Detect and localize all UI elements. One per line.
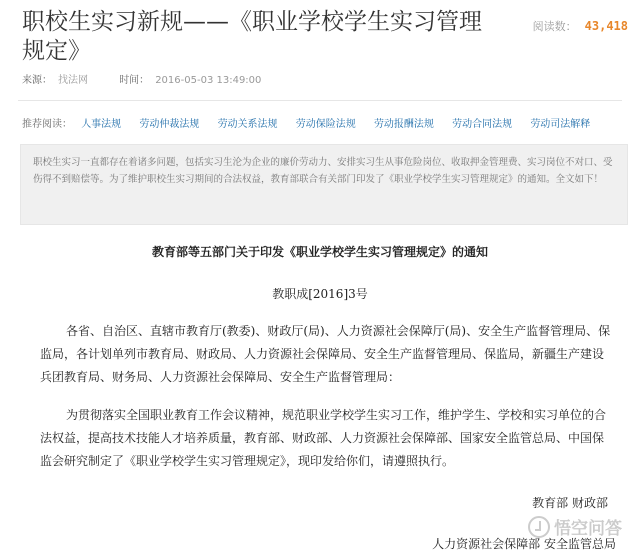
recommended-link-baoxian[interactable]: 劳动保险法规 xyxy=(295,119,356,130)
notice-headline: 教育部等五部门关于印发《职业学校学生实习管理规定》的通知 xyxy=(151,245,488,259)
recommended-link-hetong[interactable]: 劳动合同法规 xyxy=(452,119,513,130)
recommended-link-zhongcai[interactable]: 劳动仲裁法规 xyxy=(139,119,200,130)
view-count xyxy=(533,18,628,34)
body-paragraph: 为贯彻落实全国职业教育工作会议精神，规范职业学校学生实习工作，维护学生、学校和实习单位的合法权益，提高技术技能人才培养质量，教育部、财政部、人力资源社会保障部、国家安全监管总局、中国保监会研究制定了《职业学校学生实习管理规定》，现印发给你们，请遵照执行。 xyxy=(40,408,607,468)
source-value: 找法网 xyxy=(58,75,88,86)
watermark-text: 悟空问答 xyxy=(554,519,622,539)
view-count-label: 阅读数： xyxy=(532,20,577,33)
document-number: 教职成[2016]3号 xyxy=(272,287,368,301)
addressee-paragraph: 各省、自治区、直辖市教育厅(教委)、财政厅(局)、人力资源社会保障厅(局)、安全生产监督管理局、保监局，各计划单列市教育局、财政局、人力资源社会保障局、安全生产监督管理局、保监局，新疆生产建设兵团教育局、财务局、人力资源社会保障局、安全生产监督管理局： xyxy=(40,324,611,384)
signatory-line-1: 教育部 财政部 xyxy=(532,496,608,510)
source-label: 来源： xyxy=(22,75,52,86)
article-meta xyxy=(22,71,267,86)
time-label: 时间： xyxy=(119,75,150,86)
article-summary: 职校生实习一直都存在着诸多问题，包括实习生沦为企业的廉价劳动力、安排实习生从事危险岗位、收取押金管理费、实习岗位不对口、受伤得不到赔偿等。为了维护职校生实习期间的合法权益，教育部联合有关部门印发了《职业学校学生实习管理规定》的通知。全文如下！ xyxy=(20,144,628,225)
time-value: 2016-05-03 13:49:00 xyxy=(155,75,262,86)
article-title: 职校生实习新规——《职业学校学生实习管理规定》 xyxy=(22,9,482,64)
signatory-line-2: 人力资源社会保障部 安全监管总局 xyxy=(432,537,616,551)
recommended-label: 推荐阅读： xyxy=(22,119,72,130)
recommended-reading xyxy=(22,115,605,130)
recommended-link-baochou[interactable]: 劳动报酬法规 xyxy=(373,119,434,130)
view-count-value: 43,418 xyxy=(584,19,628,33)
divider xyxy=(18,100,622,101)
recommended-link-guanxi[interactable]: 劳动关系法规 xyxy=(217,119,278,130)
recommended-link-renshi[interactable]: 人事法规 xyxy=(81,119,122,130)
recommended-link-sifa[interactable]: 劳动司法解释 xyxy=(530,119,591,130)
